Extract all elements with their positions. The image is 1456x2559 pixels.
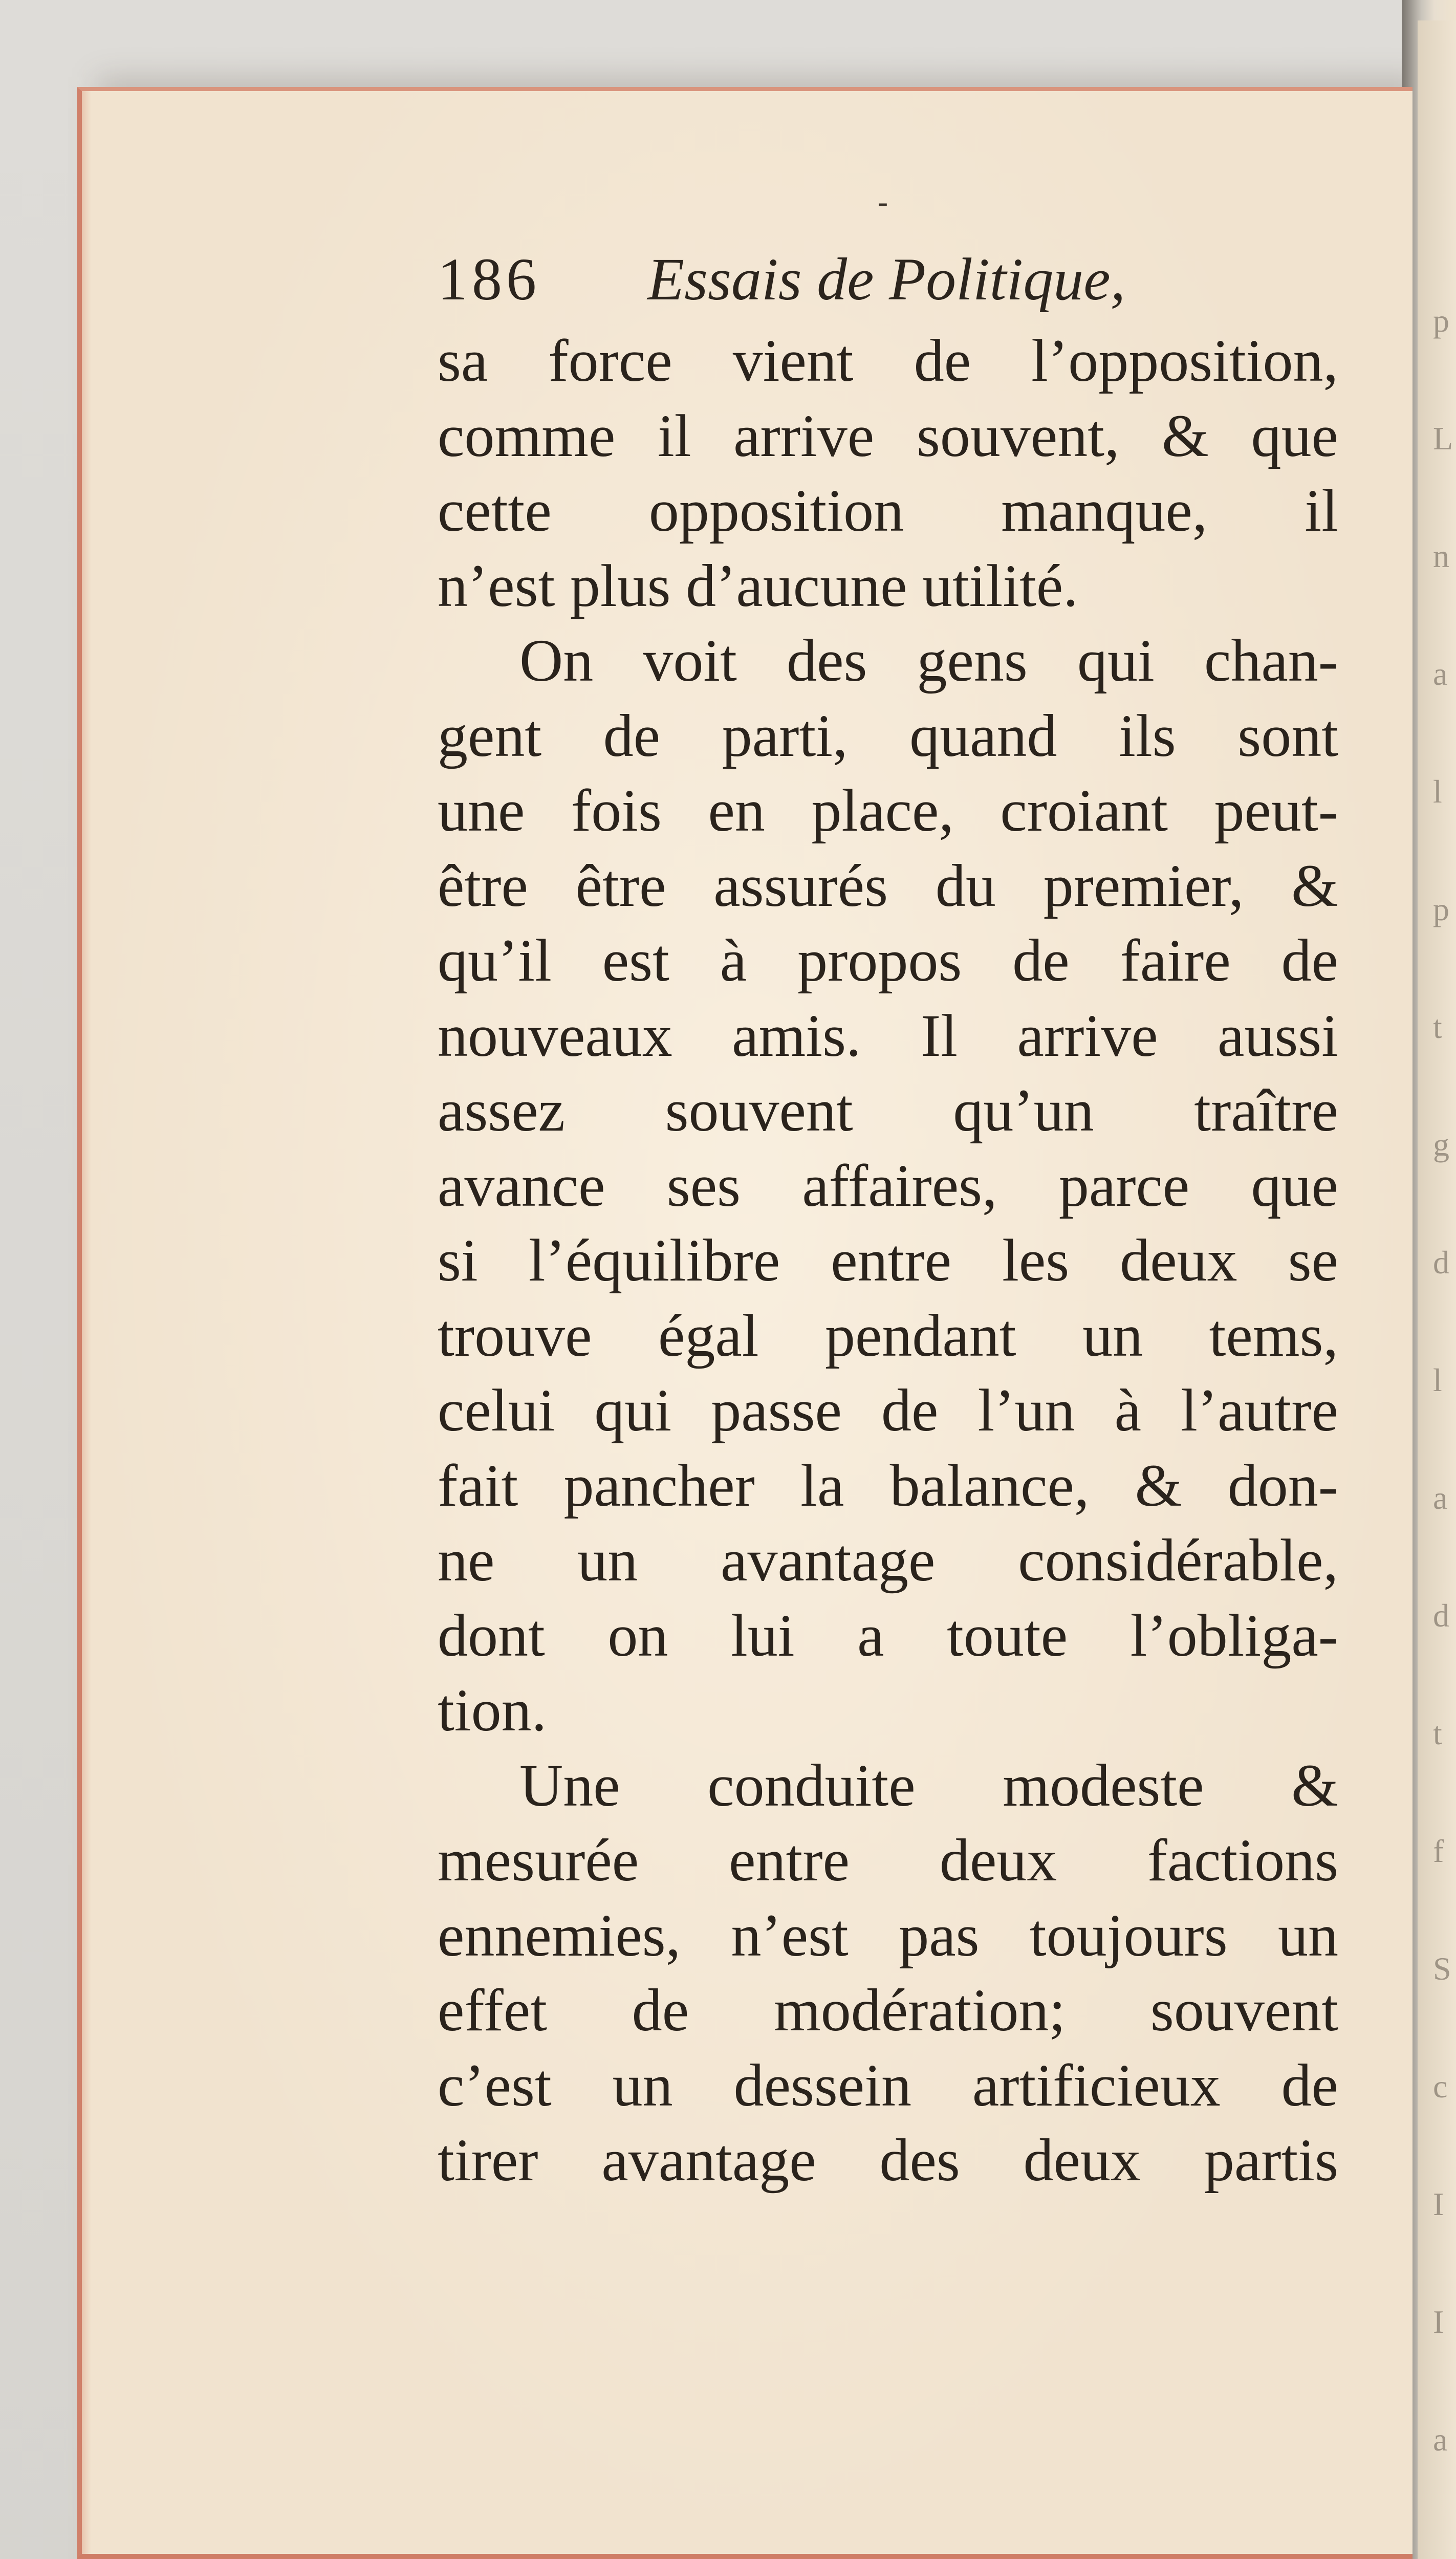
facing-page-char: I xyxy=(1433,2304,1444,2340)
facing-page-char: l xyxy=(1433,773,1442,810)
facing-page-char: p xyxy=(1433,302,1449,339)
facing-page-char: I xyxy=(1433,2186,1444,2222)
facing-page-char: a xyxy=(1433,1480,1448,1516)
text-line: mesurée entre deux factions xyxy=(438,1827,1338,1894)
text-line: fait pancher la balance, & don- xyxy=(438,1451,1338,1519)
facing-page-char: c xyxy=(1433,2068,1448,2105)
facing-page-char: p xyxy=(1433,891,1449,927)
text-line: On voit des gens qui chan- xyxy=(519,627,1338,694)
running-head: Essais de Politique, xyxy=(647,246,1126,313)
text-line: comme il arrive souvent, & que xyxy=(438,402,1338,469)
facing-page-char: t xyxy=(1433,1009,1442,1045)
text-line: sa force vient de l’opposition, xyxy=(438,327,1338,394)
text-line: nouveaux amis. Il arrive aussi xyxy=(438,1002,1338,1069)
facing-page-edge xyxy=(1418,20,1456,2559)
facing-page-char: l xyxy=(1433,1362,1442,1398)
text-line: être être assurés du premier, & xyxy=(438,852,1338,919)
text-line: une fois en place, croiant peut- xyxy=(438,777,1338,844)
facing-page-char: d xyxy=(1433,1597,1449,1634)
text-line: dont on lui a toute l’obliga- xyxy=(438,1601,1338,1669)
text-line: Une conduite modeste & xyxy=(519,1751,1338,1819)
text-line: ennemies, n’est pas toujours un xyxy=(438,1901,1338,1969)
folio-mark: - xyxy=(878,185,888,219)
body-text xyxy=(438,323,1338,2198)
text-line: n’est plus d’aucune utilité. xyxy=(438,552,1078,619)
facing-page-char: d xyxy=(1433,1244,1449,1281)
text-line: celui qui passe de l’un à l’autre xyxy=(438,1377,1338,1444)
text-line: c’est un dessein artificieux de xyxy=(438,2051,1338,2119)
facing-page-char: t xyxy=(1433,1715,1442,1751)
text-line: si l’équilibre entre les deux se xyxy=(438,1227,1338,1294)
facing-page-char: n xyxy=(1433,538,1449,574)
text-line: ne un avantage considérable, xyxy=(438,1527,1338,1594)
text-line: avance ses affaires, parce que xyxy=(438,1152,1338,1219)
text-line: effet de modération; souvent xyxy=(438,1977,1338,2044)
facing-page-char: a xyxy=(1433,656,1448,692)
text-line: qu’il est à propos de faire de xyxy=(438,927,1338,994)
page-number: 186 xyxy=(438,246,540,313)
facing-page-char: g xyxy=(1433,1126,1449,1163)
text-line: tion. xyxy=(438,1677,547,1744)
facing-page-char: a xyxy=(1433,2421,1448,2458)
text-line: gent de parti, quand ils sont xyxy=(438,702,1338,769)
facing-page-char: L xyxy=(1433,420,1453,457)
text-line: assez souvent qu’un traître xyxy=(438,1077,1338,1144)
facing-page-char: f xyxy=(1433,1833,1444,1869)
page-header xyxy=(438,245,1359,321)
facing-page-char: S xyxy=(1433,1950,1451,1987)
text-line: trouve égal pendant un tems, xyxy=(438,1302,1338,1369)
text-line: tirer avantage des deux partis xyxy=(438,2127,1338,2194)
text-line: cette opposition manque, il xyxy=(438,477,1338,544)
